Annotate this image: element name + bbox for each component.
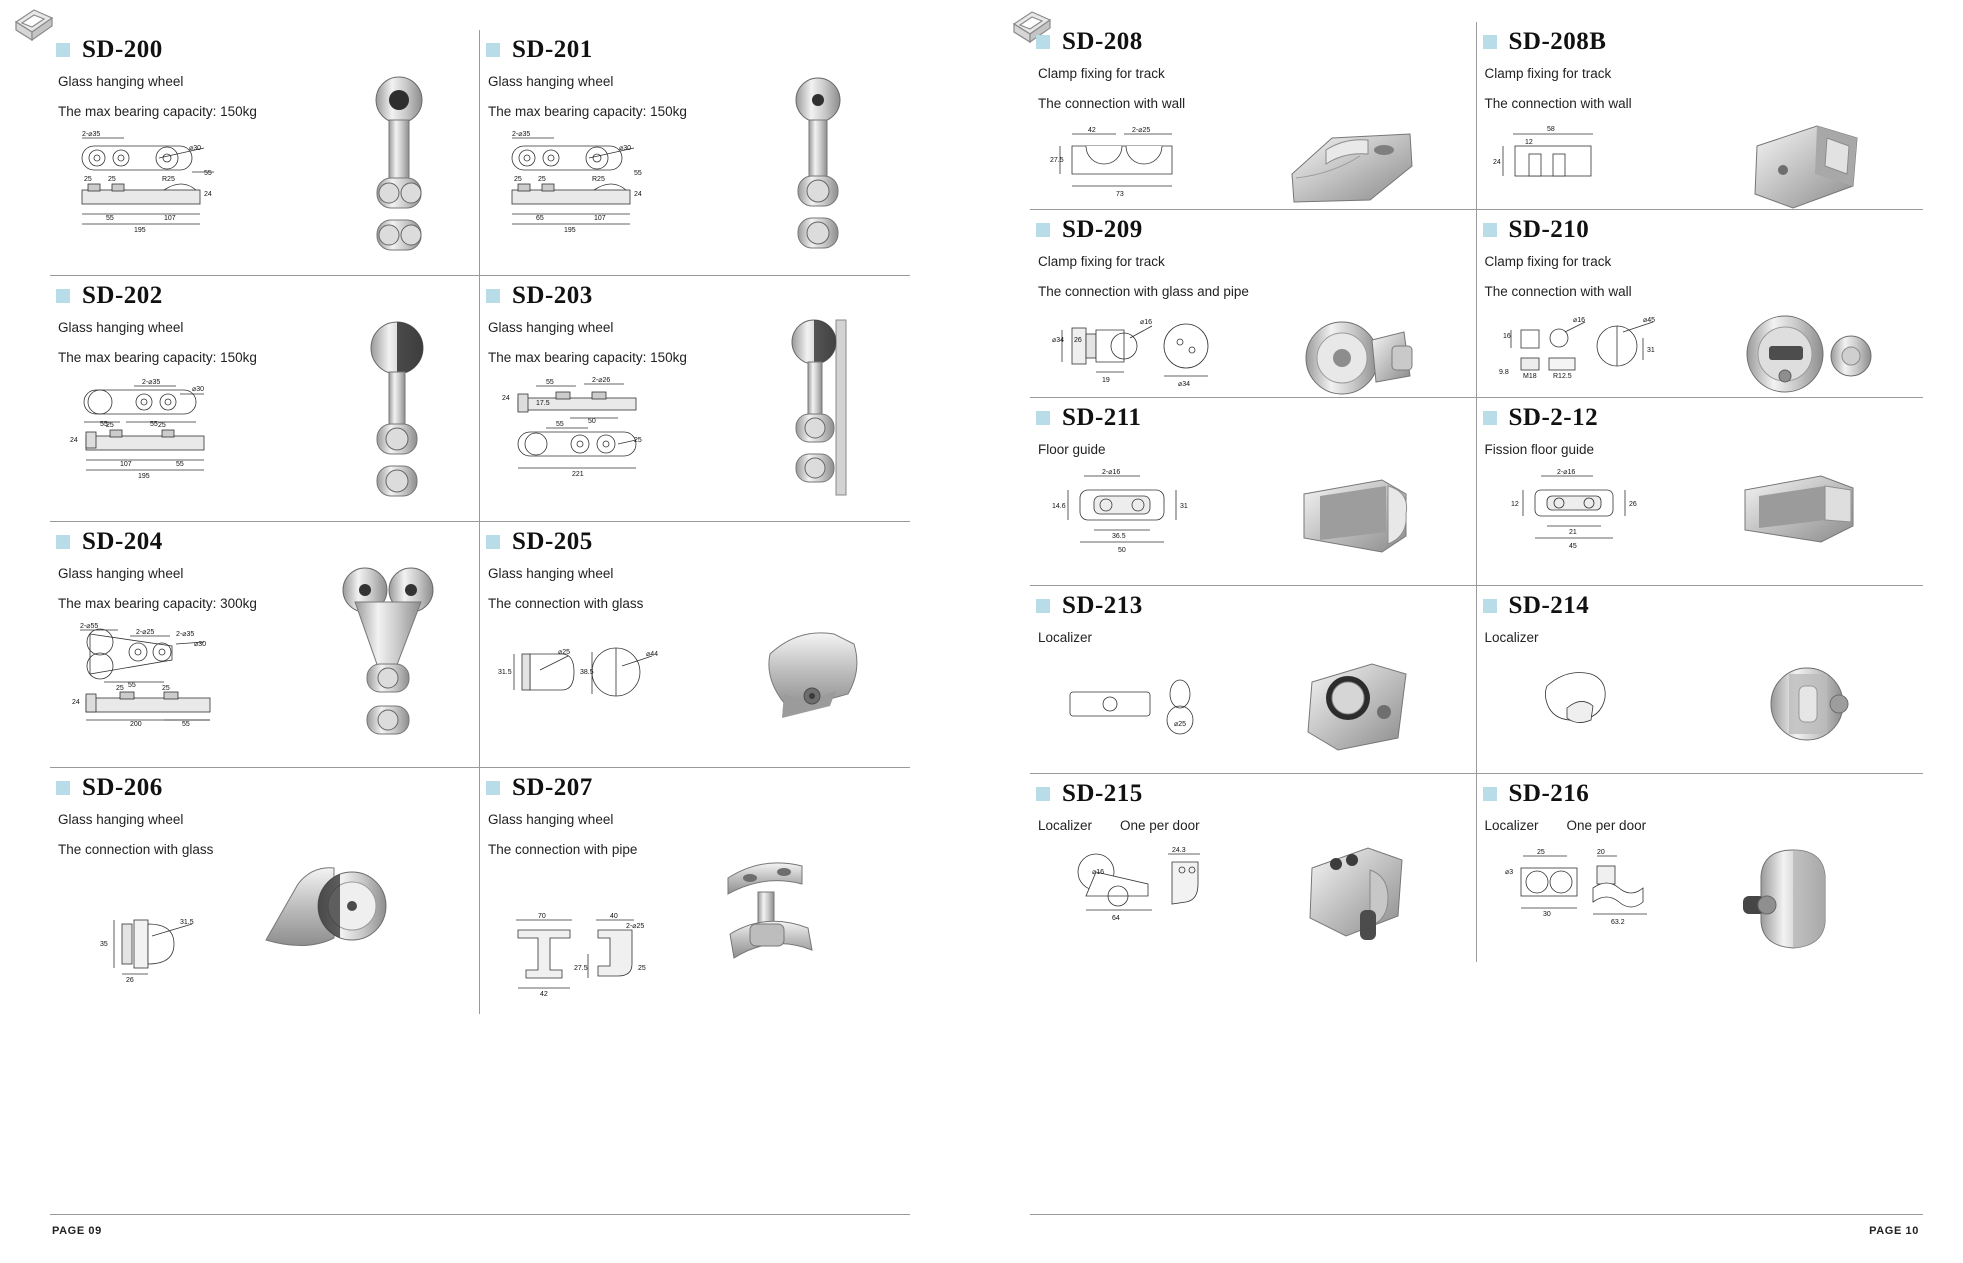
product-art [1036, 126, 1466, 210]
svg-text:26: 26 [1074, 337, 1082, 345]
product-art [1036, 314, 1466, 398]
product-header [1036, 28, 1466, 56]
product-photo [333, 560, 443, 760]
product-desc-1: Clamp fixing for track [1484, 66, 1612, 81]
product-photo [1737, 830, 1877, 955]
product-cell-sd-205 [480, 522, 910, 768]
technical-drawing [496, 640, 686, 730]
product-header [1036, 216, 1466, 244]
product-code: SD-207 [512, 774, 593, 801]
product-code: SD-215 [1062, 780, 1143, 807]
svg-text:27.5: 27.5 [574, 965, 588, 973]
svg-text:58: 58 [1546, 126, 1555, 134]
product-code: SD-202 [82, 282, 163, 309]
svg-text:25: 25 [84, 176, 92, 184]
svg-text:70: 70 [538, 913, 546, 921]
product-header [56, 36, 469, 64]
product-art [1483, 848, 1914, 960]
product-header [56, 528, 469, 556]
svg-text:R25: R25 [592, 176, 605, 184]
svg-text:195: 195 [134, 227, 146, 235]
product-art [56, 623, 469, 768]
svg-text:24: 24 [70, 437, 78, 445]
svg-text:2-⌀25: 2-⌀25 [626, 923, 645, 931]
bullet-icon [486, 43, 500, 57]
product-photo [778, 74, 858, 264]
svg-text:55: 55 [546, 379, 554, 387]
product-photo [780, 310, 870, 510]
technical-drawing [494, 128, 684, 238]
svg-text:⌀16: ⌀16 [1092, 869, 1105, 877]
catalog-page-left [0, 0, 940, 1263]
product-art [486, 872, 900, 1014]
product-code: SD-203 [512, 282, 593, 309]
svg-text:2-⌀35: 2-⌀35 [82, 131, 101, 139]
product-photo [1286, 462, 1426, 572]
svg-text:55: 55 [128, 682, 136, 690]
technical-drawing [64, 374, 264, 484]
svg-text:65: 65 [536, 215, 544, 223]
bullet-icon [486, 289, 500, 303]
product-desc-1: Localizer [1484, 630, 1539, 645]
svg-text:⌀30: ⌀30 [192, 386, 205, 394]
product-cell-sd-213 [1030, 586, 1477, 774]
svg-text:⌀16: ⌀16 [1572, 317, 1585, 325]
svg-text:25: 25 [106, 422, 114, 430]
product-grid-right [1030, 0, 1923, 962]
bullet-icon [1483, 411, 1497, 425]
svg-text:⌀25: ⌀25 [558, 649, 571, 657]
product-art [486, 377, 900, 522]
svg-text:2-⌀25: 2-⌀25 [1132, 127, 1151, 135]
svg-text:25: 25 [538, 176, 546, 184]
svg-text:24.3: 24.3 [1172, 847, 1186, 855]
svg-text:26: 26 [126, 977, 134, 985]
svg-text:38.5: 38.5 [580, 669, 594, 677]
product-desc-1: Clamp fixing for track [1038, 66, 1165, 81]
product-photo [1737, 646, 1877, 766]
product-code: SD-211 [1062, 404, 1142, 431]
svg-text:2-⌀35: 2-⌀35 [512, 131, 531, 139]
product-desc-2: The connection with wall [1484, 96, 1632, 112]
technical-drawing [1501, 844, 1681, 934]
svg-text:195: 195 [138, 473, 150, 481]
product-cell-sd-203 [480, 276, 910, 522]
product-desc-1: Clamp fixing for track [1484, 254, 1612, 269]
svg-text:42: 42 [1088, 127, 1096, 135]
bullet-icon [56, 43, 70, 57]
product-art [1483, 126, 1914, 210]
product-desc-1: Localizer [1038, 818, 1093, 833]
svg-text:R12.5: R12.5 [1552, 373, 1572, 381]
svg-text:24: 24 [72, 699, 80, 707]
product-code: SD-2-12 [1508, 404, 1599, 431]
bullet-icon [1036, 411, 1050, 425]
product-desc-1: Floor guide [1038, 442, 1106, 457]
svg-text:50: 50 [588, 418, 596, 426]
svg-text:⌀25: ⌀25 [1174, 721, 1187, 729]
product-art [56, 872, 469, 1014]
product-desc-1: Fission floor guide [1484, 442, 1595, 457]
technical-drawing [1054, 466, 1224, 556]
bullet-icon [56, 781, 70, 795]
product-code: SD-209 [1062, 216, 1143, 243]
product-desc-2: The max bearing capacity: 300kg [58, 596, 257, 612]
svg-text:107: 107 [594, 215, 606, 223]
product-cell-sd-201 [480, 30, 910, 276]
svg-text:⌀30: ⌀30 [189, 145, 202, 153]
product-desc-2: The connection with wall [1038, 96, 1186, 112]
product-art [1036, 848, 1466, 960]
product-photo [1286, 302, 1426, 398]
bullet-icon [56, 535, 70, 549]
product-header [1483, 404, 1914, 432]
product-header [56, 774, 469, 802]
svg-text:25: 25 [638, 965, 646, 973]
technical-drawing [64, 616, 264, 731]
svg-text:27.5: 27.5 [1050, 157, 1064, 165]
svg-text:55: 55 [100, 421, 108, 429]
svg-text:26: 26 [1628, 501, 1637, 509]
svg-text:55: 55 [176, 461, 184, 469]
product-header [486, 774, 900, 802]
svg-text:107: 107 [120, 461, 132, 469]
product-photo [706, 848, 846, 988]
product-desc-2: The connection with wall [1484, 284, 1632, 300]
product-cell-sd-206 [50, 768, 480, 1014]
svg-text:45: 45 [1568, 543, 1577, 551]
product-art [1483, 469, 1914, 586]
svg-text:55: 55 [150, 421, 158, 429]
product-cell-sd-202 [50, 276, 480, 522]
product-desc-1: Glass hanging wheel [488, 812, 614, 827]
product-code: SD-208 [1062, 28, 1143, 55]
product-cell-sd-215 [1030, 774, 1477, 962]
product-photo [357, 318, 437, 518]
svg-text:25: 25 [116, 685, 124, 693]
page-gutter [940, 0, 1000, 1263]
svg-text:200: 200 [130, 721, 142, 729]
product-photo [1290, 830, 1440, 955]
product-desc-note: One per door [1120, 818, 1200, 833]
product-desc-1: Glass hanging wheel [58, 74, 184, 89]
svg-text:16: 16 [1502, 333, 1511, 341]
bullet-icon [1036, 35, 1050, 49]
product-code: SD-216 [1508, 780, 1590, 807]
bullet-icon [1483, 223, 1497, 237]
svg-text:25: 25 [158, 422, 166, 430]
technical-drawing [1052, 122, 1212, 210]
svg-text:24: 24 [634, 191, 642, 199]
product-desc-2: The max bearing capacity: 150kg [488, 104, 687, 120]
product-header [486, 528, 900, 556]
svg-text:21: 21 [1568, 529, 1577, 537]
svg-text:35: 35 [100, 941, 108, 949]
product-desc-2: The connection with glass [58, 842, 214, 858]
technical-drawing [1507, 464, 1677, 554]
technical-drawing [1493, 120, 1643, 210]
svg-text:24: 24 [502, 395, 510, 403]
technical-drawing [1527, 660, 1667, 740]
product-code: SD-213 [1062, 592, 1143, 619]
product-art [486, 626, 900, 768]
svg-text:25: 25 [162, 685, 170, 693]
product-desc-2: The connection with glass and pipe [1038, 284, 1249, 300]
svg-text:⌀45: ⌀45 [1642, 317, 1655, 325]
product-desc-2: The max bearing capacity: 150kg [58, 350, 257, 366]
svg-text:50: 50 [1118, 547, 1126, 555]
product-photo [1286, 646, 1436, 766]
svg-text:⌀30: ⌀30 [194, 641, 207, 649]
svg-text:12: 12 [1510, 501, 1519, 509]
svg-text:⌀16: ⌀16 [1140, 319, 1153, 327]
product-photo [1727, 298, 1897, 398]
product-code: SD-200 [82, 36, 163, 63]
svg-text:64: 64 [1112, 915, 1120, 923]
product-header [1036, 592, 1466, 620]
product-photo [359, 74, 439, 264]
product-cell-sd-207 [480, 768, 910, 1014]
svg-text:31.5: 31.5 [498, 669, 512, 677]
svg-text:⌀44: ⌀44 [646, 651, 659, 659]
product-art [1483, 662, 1914, 774]
product-photo [1729, 460, 1869, 570]
bullet-icon [1036, 599, 1050, 613]
product-desc-2: The max bearing capacity: 150kg [488, 350, 687, 366]
technical-drawing [96, 914, 256, 994]
bullet-icon [1483, 599, 1497, 613]
svg-text:17.5: 17.5 [536, 400, 550, 408]
technical-drawing [1497, 308, 1677, 398]
bullet-icon [56, 289, 70, 303]
product-header [56, 282, 469, 310]
svg-text:25: 25 [108, 176, 116, 184]
product-desc-1: Glass hanging wheel [58, 320, 184, 335]
svg-text:2-⌀35: 2-⌀35 [142, 379, 161, 387]
product-photo [750, 618, 880, 738]
product-desc-1: Glass hanging wheel [58, 812, 184, 827]
product-header [1483, 28, 1914, 56]
product-code: SD-206 [82, 774, 163, 801]
product-code: SD-214 [1508, 592, 1590, 619]
svg-text:55: 55 [182, 721, 190, 729]
svg-text:195: 195 [564, 227, 576, 235]
svg-text:25: 25 [1536, 849, 1545, 857]
technical-drawing [64, 128, 254, 238]
technical-drawing [1056, 844, 1226, 934]
svg-text:14.6: 14.6 [1052, 503, 1066, 511]
bullet-icon [1036, 223, 1050, 237]
product-desc-1: Glass hanging wheel [58, 566, 184, 581]
product-photo [256, 854, 406, 984]
svg-text:55: 55 [634, 170, 642, 178]
product-desc-2: The max bearing capacity: 150kg [58, 104, 257, 120]
svg-text:55: 55 [204, 170, 212, 178]
product-cell-sd-216 [1477, 774, 1924, 962]
product-desc-note: One per door [1566, 818, 1647, 833]
product-header [486, 282, 900, 310]
svg-text:⌀30: ⌀30 [619, 145, 632, 153]
page-number-left: PAGE 09 [52, 1225, 102, 1237]
svg-text:36.5: 36.5 [1112, 533, 1126, 541]
svg-text:2-⌀55: 2-⌀55 [80, 623, 99, 631]
product-code: SD-208B [1508, 28, 1607, 55]
product-header [1036, 404, 1466, 432]
bullet-icon [1483, 787, 1497, 801]
product-header [1483, 780, 1914, 808]
svg-text:30: 30 [1542, 911, 1551, 919]
svg-text:42: 42 [540, 991, 548, 999]
product-desc-2: The connection with pipe [488, 842, 638, 858]
svg-text:55: 55 [106, 215, 114, 223]
technical-drawing [496, 370, 696, 480]
svg-text:55: 55 [556, 421, 564, 429]
product-grid-left [50, 0, 910, 1014]
svg-text:73: 73 [1116, 191, 1124, 199]
product-cell-sd-209 [1030, 210, 1477, 398]
product-header [1483, 592, 1914, 620]
product-cell-sd-2-12 [1477, 398, 1924, 586]
svg-text:24: 24 [1492, 159, 1501, 167]
product-art [486, 131, 900, 276]
product-desc-1: Localizer [1484, 818, 1539, 833]
product-art [1483, 314, 1914, 398]
product-cell-sd-210 [1477, 210, 1924, 398]
product-photo [1737, 112, 1877, 210]
product-header [1036, 780, 1466, 808]
product-art [56, 380, 469, 522]
product-art [1036, 662, 1466, 774]
svg-text:⌀34: ⌀34 [1178, 381, 1191, 389]
svg-text:63.2: 63.2 [1610, 919, 1625, 927]
product-desc-1: Clamp fixing for track [1038, 254, 1165, 269]
svg-text:2-⌀26: 2-⌀26 [592, 377, 611, 385]
page-number-right: PAGE 10 [1869, 1225, 1919, 1237]
product-cell-sd-204 [50, 522, 480, 768]
product-art [1036, 469, 1466, 586]
technical-drawing [1056, 668, 1226, 748]
product-desc-1: Glass hanging wheel [488, 566, 614, 581]
svg-text:⌀3: ⌀3 [1504, 869, 1513, 877]
product-desc-2: The connection with glass [488, 596, 644, 612]
svg-text:20: 20 [1596, 849, 1605, 857]
product-art [56, 131, 469, 276]
catalog-page-right [1000, 0, 1963, 1263]
svg-text:25: 25 [514, 176, 522, 184]
svg-text:31: 31 [1180, 503, 1188, 511]
bullet-icon [486, 535, 500, 549]
svg-text:107: 107 [164, 215, 176, 223]
svg-text:R25: R25 [162, 176, 175, 184]
svg-text:2-⌀16: 2-⌀16 [1556, 469, 1575, 477]
technical-drawing [500, 908, 700, 1004]
svg-text:24: 24 [204, 191, 212, 199]
svg-text:31: 31 [1646, 347, 1655, 355]
product-header [1483, 216, 1914, 244]
svg-text:19: 19 [1102, 377, 1110, 385]
product-code: SD-210 [1508, 216, 1590, 243]
svg-text:40: 40 [610, 913, 618, 921]
product-code: SD-205 [512, 528, 593, 555]
svg-text:2-⌀25: 2-⌀25 [136, 629, 155, 637]
bullet-icon [1483, 35, 1497, 49]
svg-text:221: 221 [572, 471, 584, 479]
svg-text:2-⌀16: 2-⌀16 [1102, 469, 1121, 477]
svg-text:25: 25 [634, 437, 642, 445]
product-code: SD-201 [512, 36, 593, 63]
technical-drawing [1052, 308, 1232, 398]
svg-text:M18: M18 [1522, 373, 1537, 381]
product-desc-1: Localizer [1038, 630, 1093, 645]
product-cell-sd-208 [1030, 22, 1477, 210]
product-code: SD-204 [82, 528, 163, 555]
svg-text:⌀34: ⌀34 [1052, 337, 1065, 345]
product-cell-sd-211 [1030, 398, 1477, 586]
product-cell-sd-214 [1477, 586, 1924, 774]
svg-text:12: 12 [1524, 139, 1533, 147]
product-header [486, 36, 900, 64]
bullet-icon [486, 781, 500, 795]
bullet-icon [1036, 787, 1050, 801]
svg-text:31.5: 31.5 [180, 919, 194, 927]
product-cell-sd-208b [1477, 22, 1924, 210]
product-desc-1: Glass hanging wheel [488, 74, 614, 89]
svg-text:2-⌀35: 2-⌀35 [176, 631, 195, 639]
svg-text:9.8: 9.8 [1498, 369, 1509, 377]
product-cell-sd-200 [50, 30, 480, 276]
product-desc-1: Glass hanging wheel [488, 320, 614, 335]
product-photo [1280, 116, 1430, 210]
